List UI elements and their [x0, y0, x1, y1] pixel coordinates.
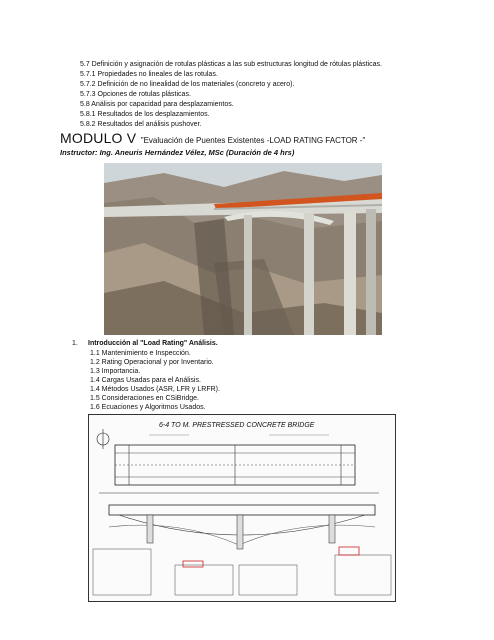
section-item: 1.4 Métodos Usados (ASR, LFR y LRFR). [90, 386, 220, 393]
list-item-5-7: 5.7 Definición y asignación de rotulas plásticas a las sub estructuras longitud de rótulas plásticas. [80, 61, 382, 68]
section-title: Introducción al "Load Rating" Análisis. [88, 340, 218, 347]
section-item: 1.1 Mantenimiento e Inspección. [90, 350, 191, 357]
list-item-5-8-1: 5.8.1 Resultados de los desplazamientos. [80, 111, 210, 118]
section-item: 1.6 Ecuaciones y Algoritmos Usados. [90, 404, 206, 411]
instructor-line: Instructor: Ing. Aneuris Hernández Vélez, MSc (Duración de 4 hrs) [60, 148, 295, 157]
section-number: 1. [72, 340, 78, 347]
section-item: 1.3 Importancia. [90, 368, 141, 375]
list-item-5-7-2: 5.7.2 Definición de no linealidad de los materiales (concreto y acero). [80, 81, 295, 88]
module-title-subtitle: "Evaluación de Puentes Existentes -LOAD RATING FACTOR -" [140, 136, 366, 145]
section-item: 1.5 Consideraciones en CSiBridge. [90, 395, 199, 402]
module-title [60, 130, 365, 148]
section-item: 1.2 Rating Operacional y por Inventario. [90, 359, 214, 366]
bridge-photo [104, 163, 382, 335]
bridge-drawing [88, 414, 396, 602]
list-item-5-8-2: 5.8.2 Resultados del análisis pushover. [80, 121, 202, 128]
drawing-title: 6-4 TO M. PRESTRESSED CONCRETE BRIDGE [159, 422, 315, 429]
list-item-5-7-3: 5.7.3 Opciones de rotulas plásticas. [80, 91, 191, 98]
module-title-main: MODULO V [60, 130, 137, 146]
list-item-5-7-1: 5.7.1 Propiedades no lineales de las rotulas. [80, 71, 218, 78]
section-item: 1.4 Cargas Usadas para el Análisis. [90, 377, 201, 384]
list-item-5-8: 5.8 Análisis por capacidad para desplazamientos. [80, 101, 234, 108]
